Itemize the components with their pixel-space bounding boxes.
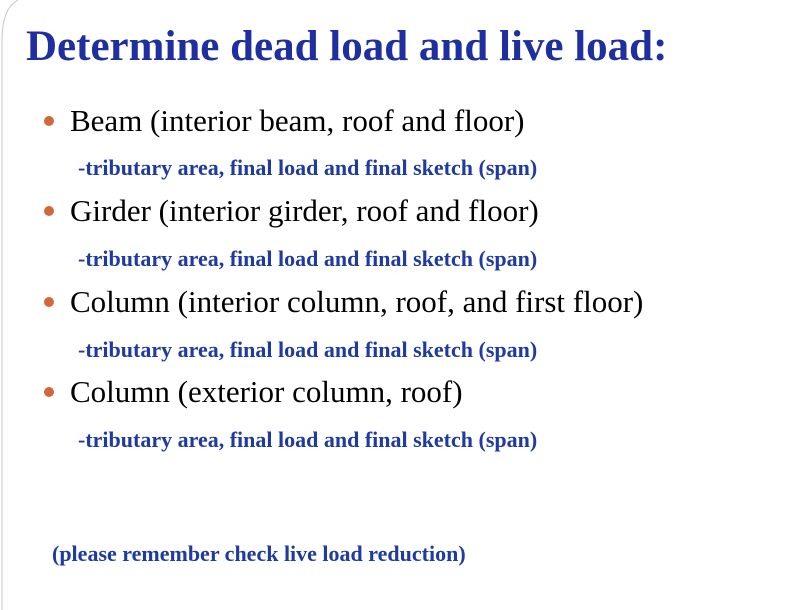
bullet-item-girder <box>44 193 539 229</box>
bullet-item-interior-column <box>44 284 643 320</box>
bullet-item-subtext: -tributary area, final load and final sketch (span) <box>78 155 538 180</box>
bullet-item-label: Column (exterior column, roof) <box>70 374 463 409</box>
bullet-item-subtext: -tributary area, final load and final sketch (span) <box>78 246 538 271</box>
slide-border-curve <box>0 0 30 610</box>
slide-note: (please remember check live load reduction) <box>52 541 466 566</box>
bullet-item-subtext: -tributary area, final load and final sketch (span) <box>78 337 538 362</box>
bullet-dot-icon <box>44 387 54 397</box>
bullet-item-label: Beam (interior beam, roof and floor) <box>70 103 525 138</box>
bullet-item-label: Girder (interior girder, roof and floor) <box>70 193 539 228</box>
bullet-item-subtext: -tributary area, final load and final sketch (span) <box>78 427 538 452</box>
bullet-dot-icon <box>44 206 54 216</box>
bullet-dot-icon <box>44 297 54 307</box>
bullet-dot-icon <box>44 116 54 126</box>
slide-title: Determine dead load and live load: <box>26 23 668 70</box>
bullet-item-label: Column (interior column, roof, and first floor) <box>70 284 644 319</box>
bullet-item-beam <box>44 103 525 139</box>
bullet-item-exterior-column <box>44 374 463 410</box>
